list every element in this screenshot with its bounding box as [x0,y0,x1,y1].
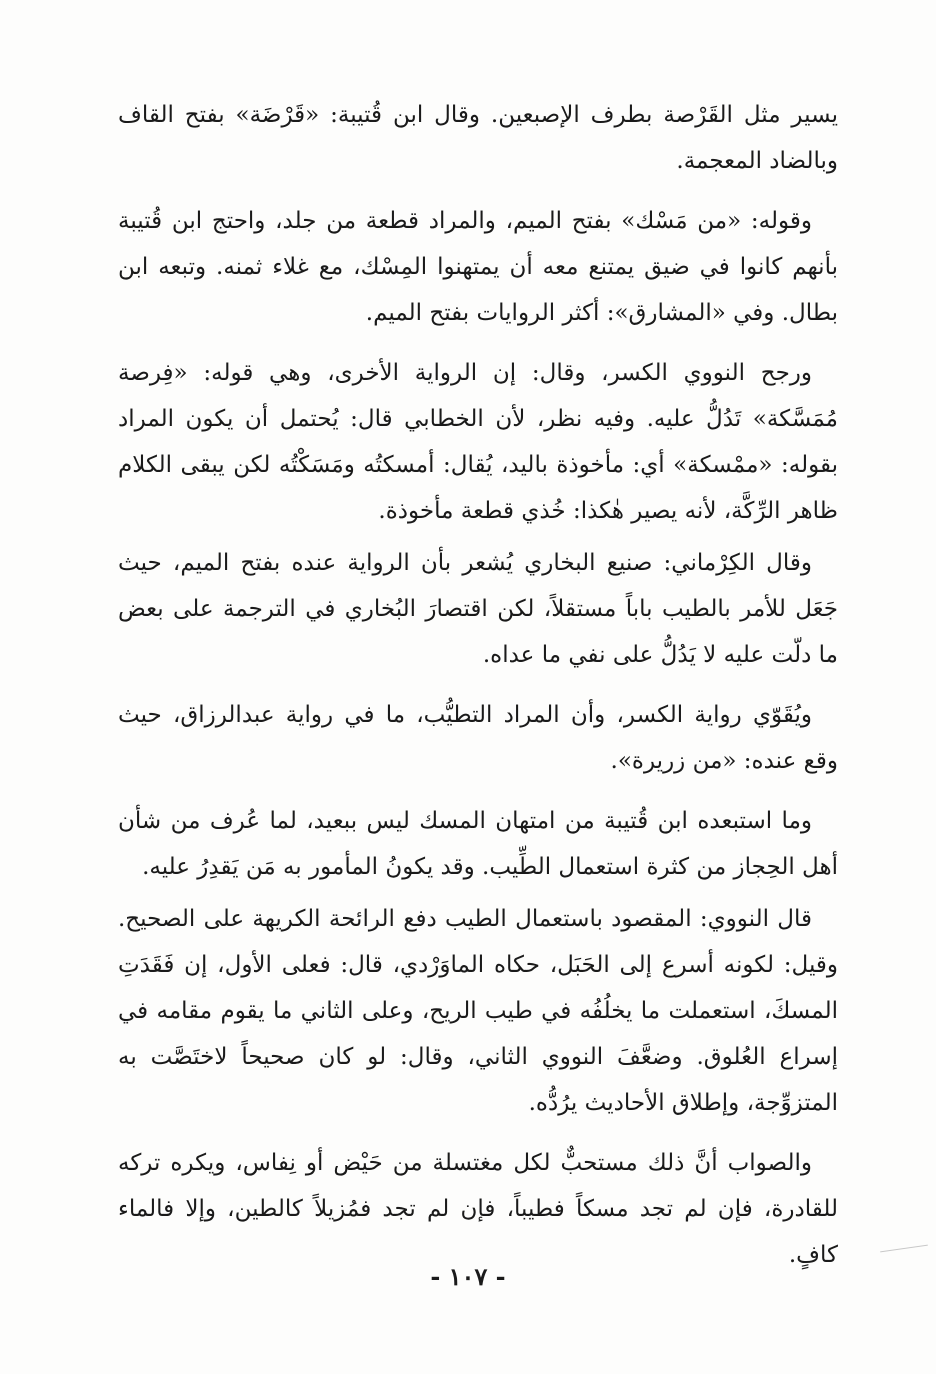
page-number: - ١٠٧ - [430,1262,506,1291]
paragraph-7: قال النووي: المقصود باستعمال الطيب دفع الرائحة الكريهة على الصحيح. وقيل: لكونه أسرع إلى الحَبَل، حكاه الماوَرْدي، قال: فعلى الأول، إن فَقَدَتِ المسكَ، استعملت ما يخلُفُه في طيب الريح، وعلى الثاني ما يقوم مقامه في إسراع العُلوق. وضعَّفَ النووي الثاني، وقال: لو كان صحيحاً لاختَصَّت به المتزوِّجة، وإطلاق الأحاديث يرُدُّه. [118,906,838,1116]
scan-artifact-line [880,1245,928,1253]
paragraph-1: يسير مثل القَرْصة بطرف الإصبعين. وقال ابن قُتيبة: «قَرْضَة» بفتح القاف وبالضاد المعجمة. [118,102,838,174]
paragraph-4: وقال الكِرْماني: صنيع البخاري يُشعر بأن الرواية عنده بفتح الميم، حيث جَعَل للأمر بالطيب باباً مستقلاً، لكن اقتصارَ البُخاري في الترجمة على بعض ما دلّت عليه لا يَدُلُّ على نفي ما عداه. [118,550,838,668]
paragraph-5: ويُقَوّي رواية الكسر، وأن المراد التطيُّب، ما في رواية عبدالرزاق، حيث وقع عنده: «من زريرة». [118,702,838,774]
paragraph-6: وما استبعده ابن قُتيبة من امتهان المسك ليس ببعيد، لما عُرف من شأن أهل الحِجاز من كثرة استعمال الطِّيب. وقد يكونُ المأمور به مَن يَقدِرُ عليه. [118,808,838,880]
paragraph-8: والصواب أنَّ ذلك مستحبٌّ لكل مغتسلة من حَيْض أو نِفاس، ويكره تركه للقادرة، فإن لم تجد مسكاً فطيباً، فإن لم تجد فمُزيلاً كالطين، وإلا فالماء كافٍ. [118,1150,838,1268]
paragraph-3: ورجح النووي الكسر، وقال: إن الرواية الأخرى، وهي قوله: «فِرصة مُمَسَّكة» تَدُلُّ عليه. وفيه نظر، لأن الخطابي قال: يُحتمل أن يكون المراد بقوله: «ممْسكة» أي: مأخوذة باليد، يُقال: أمسكتُه ومَسَكْتُه لكن يبقى الكلام ظاهر الرِّكَّة، لأنه يصير هٰكذا: خُذي قطعة مأخوذة. [118,360,838,524]
body-text [118,92,838,1292]
paragraph-2: وقوله: «من مَسْك» بفتح الميم، والمراد قطعة من جلد، واحتج ابن قُتيبة بأنهم كانوا في ضيق يمتنع معه أن يمتهنوا المِسْك، مع غلاء ثمنه. وتبعه ابن بطال. وفي «المشارق»: أكثر الروايات بفتح الميم. [118,208,838,326]
